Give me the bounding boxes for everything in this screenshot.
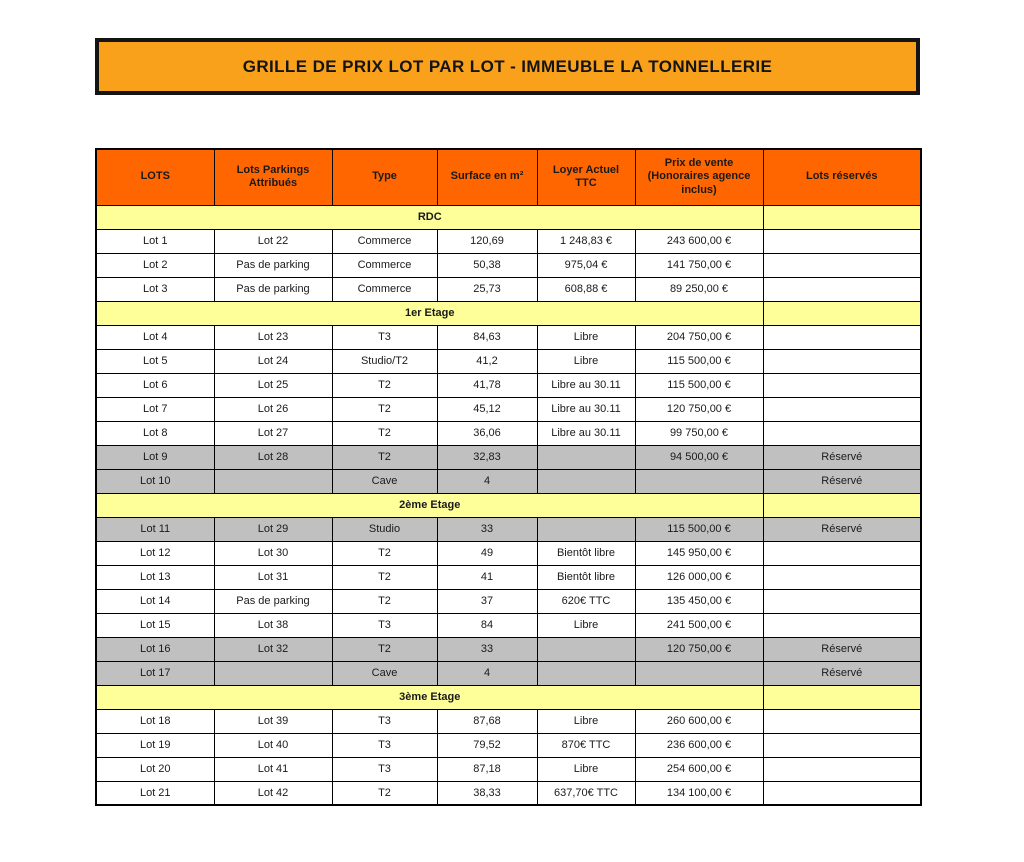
column-header-parking: Lots Parkings Attribués	[214, 149, 332, 205]
column-header-loyer: Loyer Actuel TTC	[537, 149, 635, 205]
cell-loyer: Bientôt libre	[537, 565, 635, 589]
table-row	[96, 541, 921, 565]
cell-loyer: 975,04 €	[537, 253, 635, 277]
cell-parking: Lot 40	[214, 733, 332, 757]
page-title: GRILLE DE PRIX LOT PAR LOT - IMMEUBLE LA TONNELLERIE	[242, 56, 773, 76]
cell-prix: 94 500,00 €	[635, 445, 763, 469]
table-row	[96, 325, 921, 349]
table-row	[96, 277, 921, 301]
table-row	[96, 637, 921, 661]
cell-type: Cave	[332, 661, 437, 685]
cell-prix: 134 100,00 €	[635, 781, 763, 805]
cell-prix: 115 500,00 €	[635, 517, 763, 541]
price-table	[95, 148, 922, 806]
cell-lot: Lot 20	[96, 757, 214, 781]
cell-lot: Lot 9	[96, 445, 214, 469]
cell-lot: Lot 17	[96, 661, 214, 685]
cell-reserve	[763, 277, 921, 301]
cell-parking: Lot 30	[214, 541, 332, 565]
cell-reserve	[763, 565, 921, 589]
cell-type: T2	[332, 781, 437, 805]
cell-loyer: Libre	[537, 709, 635, 733]
cell-parking: Lot 42	[214, 781, 332, 805]
cell-loyer: Libre au 30.11	[537, 421, 635, 445]
cell-lot: Lot 7	[96, 397, 214, 421]
cell-loyer: 870€ TTC	[537, 733, 635, 757]
cell-type: T3	[332, 709, 437, 733]
cell-loyer: Libre	[537, 325, 635, 349]
cell-reserve: Réservé	[763, 661, 921, 685]
price-table-body	[96, 205, 921, 805]
cell-prix	[635, 469, 763, 493]
cell-prix	[635, 661, 763, 685]
table-row	[96, 373, 921, 397]
cell-surface: 87,18	[437, 757, 537, 781]
cell-parking: Lot 31	[214, 565, 332, 589]
cell-lot: Lot 5	[96, 349, 214, 373]
section-row	[96, 205, 921, 229]
cell-surface: 36,06	[437, 421, 537, 445]
cell-type: T2	[332, 565, 437, 589]
cell-surface: 87,68	[437, 709, 537, 733]
header-row	[96, 149, 921, 205]
cell-loyer: 620€ TTC	[537, 589, 635, 613]
table-row	[96, 733, 921, 757]
cell-reserve	[763, 373, 921, 397]
cell-type: Studio	[332, 517, 437, 541]
cell-lot: Lot 6	[96, 373, 214, 397]
cell-loyer: Libre	[537, 757, 635, 781]
cell-type: Commerce	[332, 229, 437, 253]
cell-loyer	[537, 517, 635, 541]
cell-lot: Lot 18	[96, 709, 214, 733]
cell-surface: 84	[437, 613, 537, 637]
cell-type: Studio/T2	[332, 349, 437, 373]
cell-parking: Lot 25	[214, 373, 332, 397]
cell-parking: Lot 41	[214, 757, 332, 781]
cell-type: T2	[332, 373, 437, 397]
cell-prix: 241 500,00 €	[635, 613, 763, 637]
cell-reserve: Réservé	[763, 445, 921, 469]
section-label: RDC	[96, 205, 763, 229]
cell-reserve: Réservé	[763, 469, 921, 493]
cell-reserve	[763, 325, 921, 349]
cell-lot: Lot 2	[96, 253, 214, 277]
cell-lot: Lot 21	[96, 781, 214, 805]
table-row	[96, 349, 921, 373]
cell-prix: 236 600,00 €	[635, 733, 763, 757]
cell-type: T3	[332, 733, 437, 757]
cell-type: T2	[332, 445, 437, 469]
cell-type: T3	[332, 757, 437, 781]
cell-surface: 41	[437, 565, 537, 589]
cell-loyer: Libre au 30.11	[537, 397, 635, 421]
cell-surface: 32,83	[437, 445, 537, 469]
section-reserved-cell	[763, 301, 921, 325]
title-banner	[95, 38, 920, 95]
cell-prix: 260 600,00 €	[635, 709, 763, 733]
cell-surface: 49	[437, 541, 537, 565]
cell-parking: Lot 24	[214, 349, 332, 373]
cell-parking: Lot 26	[214, 397, 332, 421]
cell-type: Commerce	[332, 277, 437, 301]
cell-loyer: Libre	[537, 349, 635, 373]
cell-surface: 79,52	[437, 733, 537, 757]
cell-parking: Lot 38	[214, 613, 332, 637]
column-header-lot: LOTS	[96, 149, 214, 205]
cell-type: T2	[332, 541, 437, 565]
column-header-type: Type	[332, 149, 437, 205]
cell-type: T3	[332, 325, 437, 349]
table-row	[96, 445, 921, 469]
cell-surface: 4	[437, 661, 537, 685]
cell-surface: 37	[437, 589, 537, 613]
cell-surface: 33	[437, 637, 537, 661]
cell-surface: 41,2	[437, 349, 537, 373]
cell-type: T3	[332, 613, 437, 637]
cell-parking: Lot 23	[214, 325, 332, 349]
cell-loyer: Libre	[537, 613, 635, 637]
cell-prix: 145 950,00 €	[635, 541, 763, 565]
table-row	[96, 709, 921, 733]
cell-lot: Lot 4	[96, 325, 214, 349]
cell-parking: Lot 22	[214, 229, 332, 253]
cell-type: Cave	[332, 469, 437, 493]
cell-prix: 115 500,00 €	[635, 373, 763, 397]
cell-loyer: 637,70€ TTC	[537, 781, 635, 805]
cell-lot: Lot 19	[96, 733, 214, 757]
table-row	[96, 229, 921, 253]
cell-reserve	[763, 589, 921, 613]
cell-lot: Lot 10	[96, 469, 214, 493]
table-row	[96, 757, 921, 781]
table-row	[96, 661, 921, 685]
cell-lot: Lot 3	[96, 277, 214, 301]
table-row	[96, 469, 921, 493]
cell-prix: 135 450,00 €	[635, 589, 763, 613]
table-row	[96, 253, 921, 277]
cell-prix: 89 250,00 €	[635, 277, 763, 301]
section-label: 3ème Etage	[96, 685, 763, 709]
table-row	[96, 613, 921, 637]
column-header-surface: Surface en m²	[437, 149, 537, 205]
cell-lot: Lot 15	[96, 613, 214, 637]
table-row	[96, 421, 921, 445]
cell-type: T2	[332, 397, 437, 421]
cell-parking: Lot 28	[214, 445, 332, 469]
cell-surface: 25,73	[437, 277, 537, 301]
cell-reserve	[763, 757, 921, 781]
cell-surface: 45,12	[437, 397, 537, 421]
cell-parking: Lot 32	[214, 637, 332, 661]
cell-parking: Pas de parking	[214, 253, 332, 277]
cell-prix: 141 750,00 €	[635, 253, 763, 277]
cell-prix: 126 000,00 €	[635, 565, 763, 589]
cell-reserve	[763, 397, 921, 421]
section-reserved-cell	[763, 205, 921, 229]
cell-prix: 204 750,00 €	[635, 325, 763, 349]
cell-parking	[214, 469, 332, 493]
section-row	[96, 685, 921, 709]
section-label: 1er Etage	[96, 301, 763, 325]
cell-type: Commerce	[332, 253, 437, 277]
cell-loyer: 608,88 €	[537, 277, 635, 301]
cell-type: T2	[332, 421, 437, 445]
cell-reserve	[763, 709, 921, 733]
column-header-reserve: Lots réservés	[763, 149, 921, 205]
cell-surface: 33	[437, 517, 537, 541]
cell-parking: Pas de parking	[214, 589, 332, 613]
cell-lot: Lot 1	[96, 229, 214, 253]
section-row	[96, 301, 921, 325]
cell-reserve	[763, 613, 921, 637]
cell-reserve	[763, 541, 921, 565]
cell-parking	[214, 661, 332, 685]
cell-loyer	[537, 469, 635, 493]
cell-lot: Lot 11	[96, 517, 214, 541]
cell-reserve	[763, 421, 921, 445]
cell-type: T2	[332, 637, 437, 661]
cell-reserve	[763, 781, 921, 805]
cell-prix: 120 750,00 €	[635, 637, 763, 661]
cell-reserve	[763, 349, 921, 373]
cell-reserve	[763, 229, 921, 253]
section-row	[96, 493, 921, 517]
table-row	[96, 517, 921, 541]
cell-reserve: Réservé	[763, 517, 921, 541]
section-label: 2ème Etage	[96, 493, 763, 517]
cell-surface: 41,78	[437, 373, 537, 397]
cell-surface: 4	[437, 469, 537, 493]
cell-prix: 120 750,00 €	[635, 397, 763, 421]
table-row	[96, 565, 921, 589]
table-row	[96, 397, 921, 421]
cell-lot: Lot 14	[96, 589, 214, 613]
cell-parking: Lot 29	[214, 517, 332, 541]
cell-lot: Lot 8	[96, 421, 214, 445]
cell-loyer: Libre au 30.11	[537, 373, 635, 397]
cell-loyer	[537, 661, 635, 685]
cell-surface: 84,63	[437, 325, 537, 349]
section-reserved-cell	[763, 493, 921, 517]
cell-surface: 38,33	[437, 781, 537, 805]
column-header-prix: Prix de vente (Honoraires agence inclus)	[635, 149, 763, 205]
cell-prix: 115 500,00 €	[635, 349, 763, 373]
cell-type: T2	[332, 589, 437, 613]
section-reserved-cell	[763, 685, 921, 709]
cell-prix: 254 600,00 €	[635, 757, 763, 781]
cell-loyer: Bientôt libre	[537, 541, 635, 565]
cell-parking: Lot 27	[214, 421, 332, 445]
cell-lot: Lot 12	[96, 541, 214, 565]
cell-surface: 120,69	[437, 229, 537, 253]
cell-loyer	[537, 445, 635, 469]
cell-prix: 99 750,00 €	[635, 421, 763, 445]
cell-prix: 243 600,00 €	[635, 229, 763, 253]
cell-reserve: Réservé	[763, 637, 921, 661]
table-row	[96, 589, 921, 613]
cell-parking: Pas de parking	[214, 277, 332, 301]
cell-reserve	[763, 253, 921, 277]
cell-lot: Lot 16	[96, 637, 214, 661]
cell-surface: 50,38	[437, 253, 537, 277]
cell-loyer	[537, 637, 635, 661]
cell-reserve	[763, 733, 921, 757]
cell-loyer: 1 248,83 €	[537, 229, 635, 253]
cell-parking: Lot 39	[214, 709, 332, 733]
table-row	[96, 781, 921, 805]
cell-lot: Lot 13	[96, 565, 214, 589]
